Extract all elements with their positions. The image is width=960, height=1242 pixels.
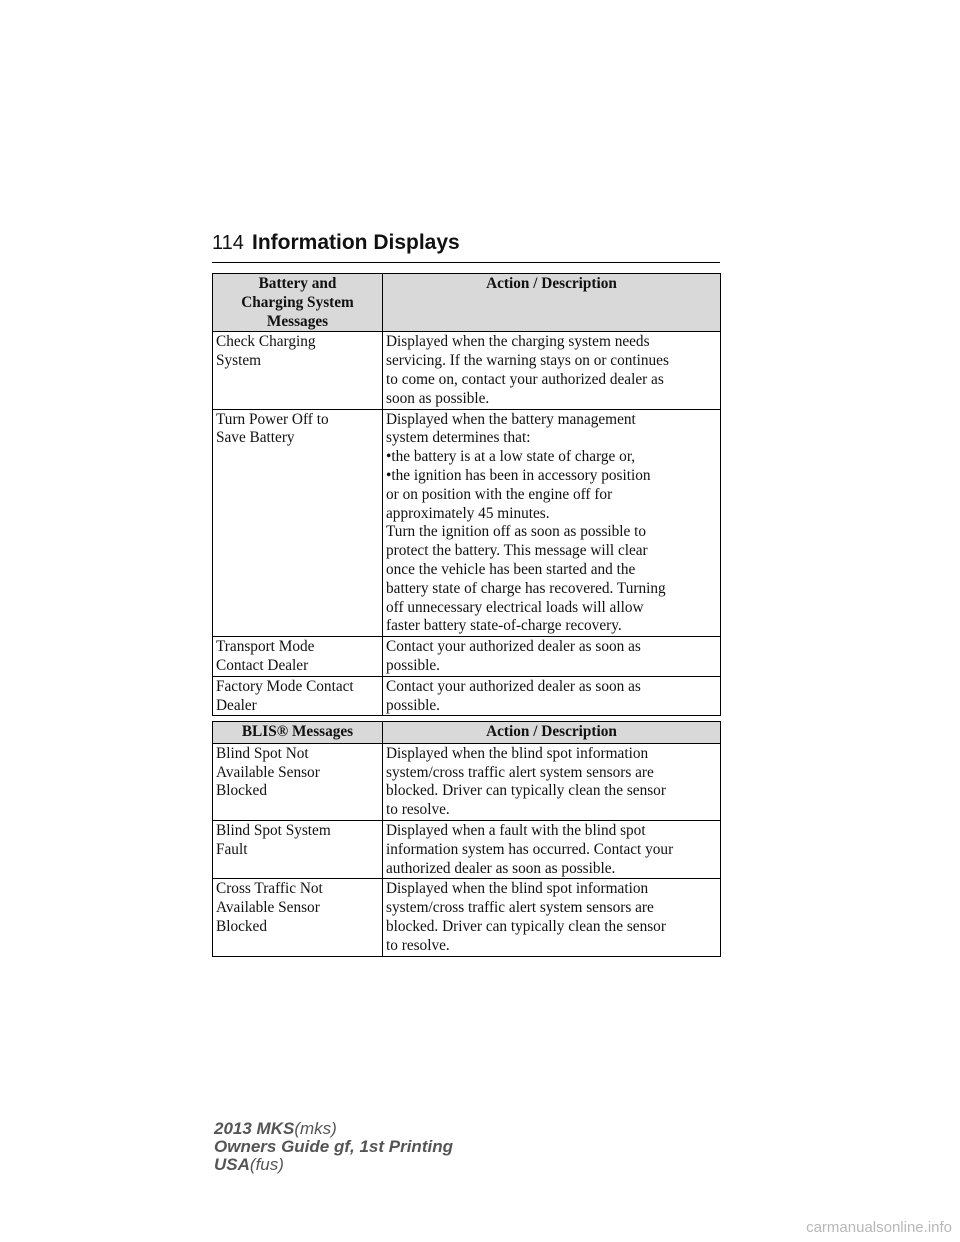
description-line: Turn the ignition off as soon as possible to [386,523,647,541]
footer-model-code: (mks) [294,1119,337,1138]
bullet-text: the battery is at a low state of charge or, [391,448,636,466]
description-line: blocked. Driver can typically clean the sensor [386,782,666,800]
bullet-text: the ignition has been in accessory position [391,466,651,484]
page-header [212,232,720,263]
description-cell [383,879,721,956]
footer-guide: Owners Guide gf, 1st Printing [214,1137,453,1156]
bullet-item [386,448,717,467]
table-row [213,332,721,409]
blis-messages-table [212,721,721,957]
footer-line-model [214,1120,453,1138]
message-line: Available Sensor [216,763,320,781]
description-line: to come on, contact your authorized dealer as [386,370,664,388]
table-row [213,820,721,878]
description-line: to resolve. [386,801,450,819]
description-cell [383,743,721,820]
message-cell [213,676,383,716]
message-line: Blind Spot Not [216,744,309,762]
footer-market: USA [214,1155,250,1174]
table-header-row [213,274,721,332]
footer-line-market [214,1156,453,1174]
watermark: carmanualsonline.info [806,1219,952,1236]
column-header-messages [213,274,383,332]
message-line: Save Battery [216,429,295,447]
battery-charging-messages-table [212,273,721,716]
description-line: blocked. Driver can typically clean the sensor [386,917,666,935]
message-cell [213,332,383,409]
description-line: battery state of charge has recovered. Turning [386,579,666,597]
description-cell [383,676,721,716]
description-line: once the vehicle has been started and the [386,560,636,578]
column-header-action: Action / Description [383,722,721,744]
description-line: Displayed when the battery management [386,410,636,428]
table-row [213,676,721,716]
description-line: information system has occurred. Contact your [386,840,674,858]
message-line: Factory Mode Contact [216,677,354,695]
table-row [213,409,721,637]
message-line: System [216,352,262,370]
description-cell [383,820,721,878]
description-cell [383,409,721,637]
message-line: Contact Dealer [216,656,309,674]
description-line: system determines that: [386,429,531,447]
description-line: approximately 45 minutes. [386,504,550,522]
message-line: Turn Power Off to [216,410,329,428]
table-row [213,743,721,820]
message-cell [213,409,383,637]
description-line: possible. [386,696,440,714]
description-line: system/cross traffic alert system sensors are [386,763,654,781]
column-header-action: Action / Description [383,274,721,332]
description-line: authorized dealer as soon as possible. [386,859,616,877]
page-number: 114 [212,232,244,254]
footer-market-code: (fus) [249,1155,284,1174]
description-line: faster battery state-of-charge recovery. [386,617,622,635]
message-cell [213,743,383,820]
description-line: system/cross traffic alert system sensors are [386,899,654,917]
footer-line-guide [214,1138,453,1156]
description-line: off unnecessary electrical loads will allow [386,598,644,616]
header-line: Charging System [241,293,354,311]
description-line: or on position with the engine off for [386,485,613,503]
table-row [213,879,721,956]
description-line: Displayed when the blind spot information [386,880,649,898]
footer-model: 2013 MKS [214,1119,295,1138]
message-line: Fault [216,840,248,858]
print-footer [214,1120,453,1174]
column-header-messages: BLIS® Messages [213,722,383,744]
bullet-item [386,467,717,486]
description-line: to resolve. [386,936,450,954]
description-line: Contact your authorized dealer as soon as [386,638,641,656]
table-header-row [213,722,721,744]
message-cell [213,820,383,878]
description-line: soon as possible. [386,389,490,407]
message-line: Cross Traffic Not [216,880,323,898]
description-line: Displayed when the blind spot information [386,744,649,762]
description-line: possible. [386,656,440,674]
message-line: Transport Mode [216,638,315,656]
message-line: Dealer [216,696,257,714]
description-cell [383,332,721,409]
header-line: Battery and [258,275,337,292]
description-line: Contact your authorized dealer as soon as [386,677,641,695]
message-line: Blocked [216,782,267,800]
message-line: Blocked [216,917,267,935]
message-line: Check Charging [216,333,316,351]
section-title: Information Displays [252,231,460,254]
description-line: Displayed when a fault with the blind spot [386,821,646,839]
description-cell [383,637,721,677]
description-line: servicing. If the warning stays on or continues [386,352,669,370]
header-line: Messages [266,312,329,330]
message-cell [213,637,383,677]
table-row [213,637,721,677]
description-line: Displayed when the charging system needs [386,333,650,351]
message-line: Blind Spot System [216,821,331,839]
message-cell [213,879,383,956]
message-line: Available Sensor [216,899,320,917]
description-line: protect the battery. This message will clear [386,542,648,560]
